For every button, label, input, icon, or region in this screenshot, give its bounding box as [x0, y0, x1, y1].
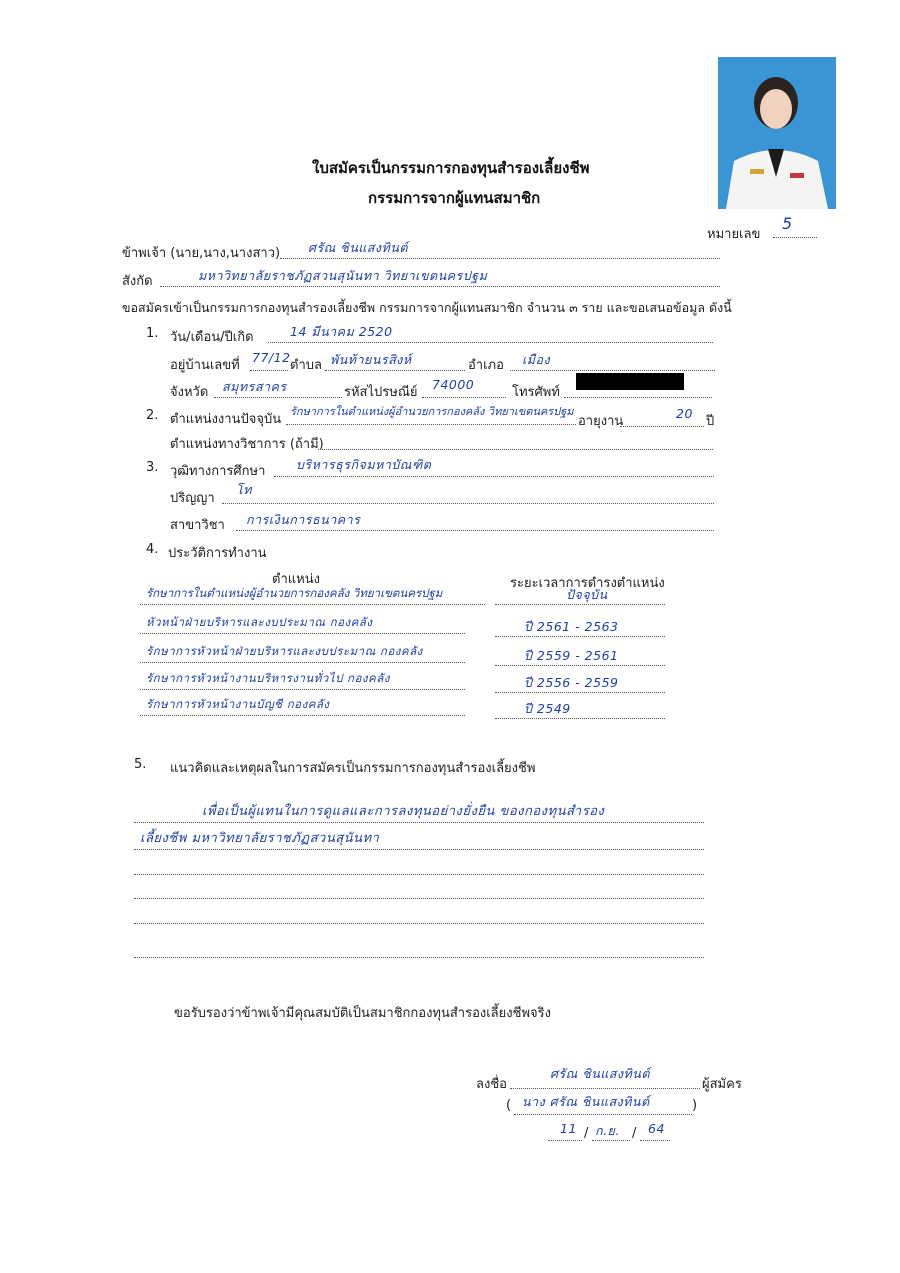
work-row-1-period-dots [495, 604, 665, 605]
dob-label: วัน/เดือน/ปีเกิด [170, 330, 254, 345]
section3-number: 3. [146, 460, 159, 475]
section5-number: 5. [134, 757, 147, 772]
district-dots [510, 370, 715, 371]
dob-value: 14 มีนาคม 2520 [290, 324, 393, 339]
postcode-label: รหัสไปรษณีย์ [344, 385, 418, 400]
reason-dots-3 [134, 874, 704, 875]
date-month: ก.ย. [595, 1123, 620, 1138]
work-position-5: รักษาการหัวหน้างานบัญชี กองคลัง [146, 697, 330, 711]
subdistrict-value: พันท้ายนรสิงห์ [330, 352, 412, 367]
work-row-2-period-dots [495, 636, 665, 637]
work-period-3: ปี 2559 - 2561 [524, 648, 619, 663]
work-row-3-dots [140, 662, 465, 663]
position-value: รักษาการในตำแหน่งผู้อำนวยการกองคลัง วิทยาเขตนครปฐม [290, 405, 574, 418]
phone-dots [564, 397, 712, 398]
work-row-5-period-dots [495, 718, 665, 719]
work-position-4: รักษาการหัวหน้างานบริหารงานทั่วไป กองคลัง [146, 671, 390, 685]
postcode-dots [422, 397, 506, 398]
dob-dots [268, 342, 713, 343]
address-label: อยู่บ้านเลขที่ [170, 358, 240, 373]
reason-line-2: เลี้ยงชีพ มหาวิทยาลัยราชภัฏสวนสุนันทา [140, 831, 380, 846]
major-label: สาขาวิชา [170, 518, 225, 533]
reason-line-1: เพื่อเป็นผู้แทนในการดูแลและการลงทุนอย่างยั่งยืน ของกองทุนสำรอง [202, 804, 605, 819]
tenure-dots [620, 426, 704, 427]
work-row-4-dots [140, 689, 465, 690]
phone-label: โทรศัพท์ [512, 385, 560, 400]
printed-name-dots [514, 1114, 692, 1115]
name-dots [280, 258, 720, 259]
work-row-4-period-dots [495, 692, 665, 693]
reason-label: แนวคิดและเหตุผลในการสมัครเป็นกรรมการกองทุนสำรองเลี้ยงชีพ [170, 761, 536, 776]
work-position-3: รักษาการหัวหน้าฝ่ายบริหารและงบประมาณ กองคลัง [146, 644, 423, 658]
subdistrict-label: ตำบล [290, 358, 322, 373]
district-value: เมือง [522, 352, 551, 367]
sign-label: ลงชื่อ [476, 1077, 507, 1092]
signature-dots [510, 1088, 700, 1089]
education-label: วุฒิทางการศึกษา [170, 464, 266, 479]
printed-name-close-paren: ) [692, 1098, 698, 1113]
work-period-1: ปัจจุบัน [566, 587, 608, 602]
name-label: ข้าพเจ้า (นาย,นาง,นางสาว) [122, 246, 281, 261]
address-value: 77/12 [252, 350, 291, 365]
academic-label: ตำแหน่งทางวิชาการ (ถ้ามี) [170, 437, 324, 452]
affiliation-value: มหาวิทยาลัยราชภัฏสวนสุนันทา วิทยาเขตนครปฐม [198, 268, 488, 283]
form-title: ใบสมัครเป็นกรรมการกองทุนสำรองเลี้ยงชีพ [312, 159, 590, 177]
degree-value: โท [236, 482, 252, 497]
province-label: จังหวัด [170, 385, 209, 400]
reason-dots-5 [134, 923, 704, 924]
date-year-dots [640, 1140, 670, 1141]
affiliation-dots [160, 286, 720, 287]
reason-dots-1 [134, 822, 704, 823]
subdistrict-dots [325, 370, 465, 371]
applicant-name: ศรัณ ชินแสงทินต์ [308, 240, 408, 255]
date-sep-2: / [632, 1126, 637, 1141]
work-row-1-dots [140, 604, 485, 605]
major-value: การเงินการธนาคาร [246, 512, 361, 527]
work-position-2: หัวหน้าฝ่ายบริหารและงบประมาณ กองคลัง [146, 615, 373, 629]
section1-number: 1. [146, 326, 159, 341]
certification-statement: ขอรับรองว่าข้าพเจ้ามีคุณสมบัติเป็นสมาชิกกองทุนสำรองเลี้ยงชีพจริง [174, 1006, 551, 1021]
tenure-unit: ปี [706, 414, 715, 429]
district-label: อำเภอ [468, 358, 504, 373]
printed-name: นาง ศรัณ ชินแสงทินต์ [522, 1094, 650, 1109]
position-dots [286, 424, 576, 425]
tenure-label: อายุงาน [578, 414, 624, 429]
work-history-label: ประวัติการทำงาน [168, 546, 267, 561]
work-position-1: รักษาการในตำแหน่งผู้อำนวยการกองคลัง วิทยาเขตนครปฐม [146, 586, 443, 600]
major-dots [236, 530, 714, 531]
date-year: 64 [648, 1121, 665, 1136]
applicant-photo-illustration [718, 57, 836, 209]
date-day-dots [548, 1140, 582, 1141]
reason-dots-4 [134, 898, 704, 899]
number-value: 5 [782, 214, 793, 233]
education-dots [274, 476, 714, 477]
work-row-2-dots [140, 633, 465, 634]
address-dots [250, 370, 288, 371]
phone-redaction [576, 373, 684, 390]
number-dots [773, 237, 817, 238]
province-value: สมุทรสาคร [222, 379, 287, 394]
section4-number: 4. [146, 542, 159, 557]
date-sep-1: / [584, 1126, 589, 1141]
academic-dots [318, 449, 713, 450]
reason-dots-6 [134, 957, 704, 958]
work-period-5: ปี 2549 [524, 701, 571, 716]
tenure-value: 20 [676, 406, 693, 421]
work-period-4: ปี 2556 - 2559 [524, 675, 619, 690]
education-value: บริหารธุรกิจมหาบัณฑิต [296, 457, 432, 472]
position-label: ตำแหน่งงานปัจจุบัน [170, 412, 282, 427]
work-row-5-dots [140, 715, 465, 716]
work-period-2: ปี 2561 - 2563 [524, 619, 619, 634]
affiliation-label: สังกัด [122, 274, 153, 289]
signature-role: ผู้สมัคร [702, 1077, 742, 1092]
reason-dots-2 [134, 849, 704, 850]
province-dots [214, 397, 342, 398]
degree-dots [222, 503, 714, 504]
application-statement: ขอสมัครเข้าเป็นกรรมการกองทุนสำรองเลี้ยงชีพ กรรมการจากผู้แทนสมาชิก จำนวน ๓ ราย และขอเสนอข้อมูล ดังนี้ [122, 300, 732, 315]
form-subtitle: กรรมการจากผู้แทนสมาชิก [368, 189, 541, 207]
col-position-header: ตำแหน่ง [272, 572, 320, 587]
postcode-value: 74000 [432, 377, 475, 392]
printed-name-open-paren: ( [506, 1098, 512, 1113]
degree-label: ปริญญา [170, 491, 215, 506]
date-day: 11 [560, 1121, 577, 1136]
applicant-photo [718, 57, 836, 209]
col-period-header: ระยะเวลาการดำรงตำแหน่ง [510, 576, 665, 591]
section2-number: 2. [146, 408, 159, 423]
signature: ศรัณ ชินแสงทินต์ [550, 1066, 650, 1081]
number-label: หมายเลข [707, 227, 761, 242]
work-row-3-period-dots [495, 665, 665, 666]
